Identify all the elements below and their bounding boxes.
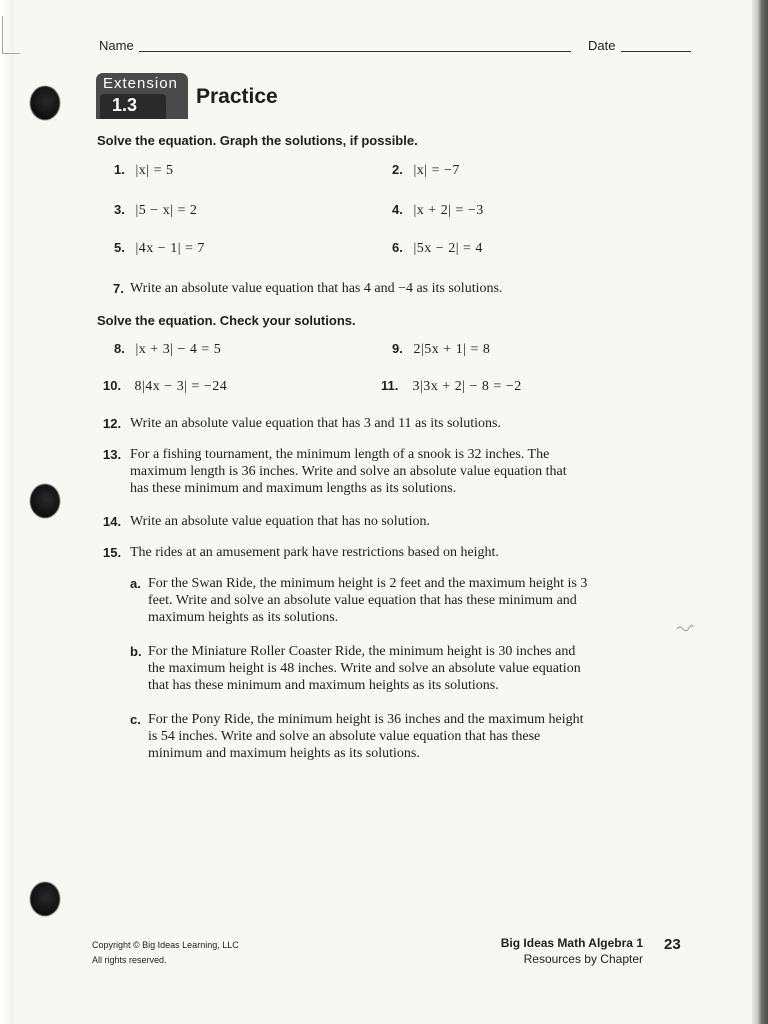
problem-12 [103,415,573,432]
book-subtitle: Resources by Chapter [523,952,643,966]
section-2-instruction: Solve the equation. Check your solutions. [97,313,356,328]
problem-number: 5. [114,240,125,255]
problem-15 [103,544,573,561]
problem-number: 4. [392,202,403,217]
subpart-text: For the Pony Ride, the minimum height is 36 inches and the maximum height is 54 inches. Write and solve an absolute value equation that has these minimum and maximum heights as its solutions. [148,712,584,761]
problem-14 [103,513,573,530]
problem-number: 14. [103,514,122,529]
copyright-text: Copyright © Big Ideas Learning, LLC [92,940,239,950]
problem-number: 11. [381,378,399,393]
problem-15b [130,643,590,694]
problem-number: 13. [103,447,122,462]
worksheet-page [12,0,752,1024]
problem-3 [114,202,197,219]
punch-hole [30,882,60,916]
extension-label: Extension [103,75,178,92]
extension-number-box [100,94,166,119]
section-1-instruction: Solve the equation. Graph the solutions, if possible. [97,133,418,148]
problem-equation: |x + 2| = −3 [413,203,484,218]
subpart-text: For the Miniature Roller Coaster Ride, the minimum height is 30 inches and the maximum height is 48 inches. Write and solve an absolute value equation that has these minimum and maximum heights as its solutions. [148,644,581,693]
punch-hole [30,86,60,120]
problem-10 [103,378,227,395]
problem-equation: |4x − 1| = 7 [135,241,205,256]
corner-mark [2,16,20,54]
subpart-letter: c. [130,712,141,727]
problem-text: Write an absolute value equation that has 4 and −4 as its solutions. [130,281,503,296]
book-title: Big Ideas Math Algebra 1 [500,936,643,950]
problem-text: For a fishing tournament, the minimum length of a snook is 32 inches. The maximum length is 36 inches. Write and solve an absolute value equation that has these minimum and maximum lengths as its solutions. [130,447,567,496]
problem-15c [130,711,590,762]
problem-8 [114,341,221,358]
problem-1 [114,162,174,179]
problem-number: 15. [103,545,122,560]
problem-number: 10. [103,378,122,393]
problem-equation: |5 − x| = 2 [135,203,198,218]
problem-number: 8. [114,341,125,356]
problem-number: 9. [392,341,403,356]
date-field-line[interactable] [621,51,691,52]
problem-equation: |x| = −7 [413,163,460,178]
punch-hole [30,484,60,518]
problem-equation: |x| = 5 [135,163,174,178]
copyright-block [92,938,239,968]
problem-9 [392,341,490,358]
problem-number: 6. [392,240,403,255]
extension-badge [96,73,188,119]
problem-13 [103,446,573,497]
problem-number: 3. [114,202,125,217]
problem-6 [392,240,483,257]
rights-text: All rights reserved. [92,955,167,965]
problem-equation: |x + 3| − 4 = 5 [135,342,222,357]
name-field-line[interactable] [139,51,571,52]
problem-equation: 3|3x + 2| − 8 = −2 [412,379,522,394]
problem-15a [130,575,590,626]
subpart-text: For the Swan Ride, the minimum height is 2 feet and the maximum height is 3 feet. Write and solve an absolute value equation that has these minimum and maximum heights as its solutions. [148,576,588,625]
problem-text: Write an absolute value equation that has no solution. [130,514,430,529]
book-info [480,935,643,967]
subpart-letter: b. [130,644,142,659]
problem-number: 1. [114,162,125,177]
pencil-mark [676,624,694,632]
extension-number: 1.3 [112,95,138,115]
scan-left-edge [0,0,14,1024]
problem-number: 2. [392,162,403,177]
problem-11 [381,378,522,395]
page-number: 23 [664,936,681,953]
problem-4 [392,202,484,219]
date-label: Date [588,38,616,53]
problem-5 [114,240,205,257]
problem-text: Write an absolute value equation that has 3 and 11 as its solutions. [130,416,502,431]
page-title: Practice [196,85,278,108]
name-date-header [99,38,695,56]
problem-equation: 2|5x + 1| = 8 [413,342,491,357]
problem-number: 7. [113,281,124,296]
name-label: Name [99,38,134,53]
subpart-letter: a. [130,576,141,591]
problem-7 [113,280,583,297]
scan-right-edge [752,0,768,1024]
problem-2 [392,162,460,179]
problem-equation: |5x − 2| = 4 [413,241,483,256]
problem-equation: 8|4x − 3| = −24 [134,379,228,394]
problem-number: 12. [103,416,122,431]
problem-text: The rides at an amusement park have restrictions based on height. [130,545,499,560]
